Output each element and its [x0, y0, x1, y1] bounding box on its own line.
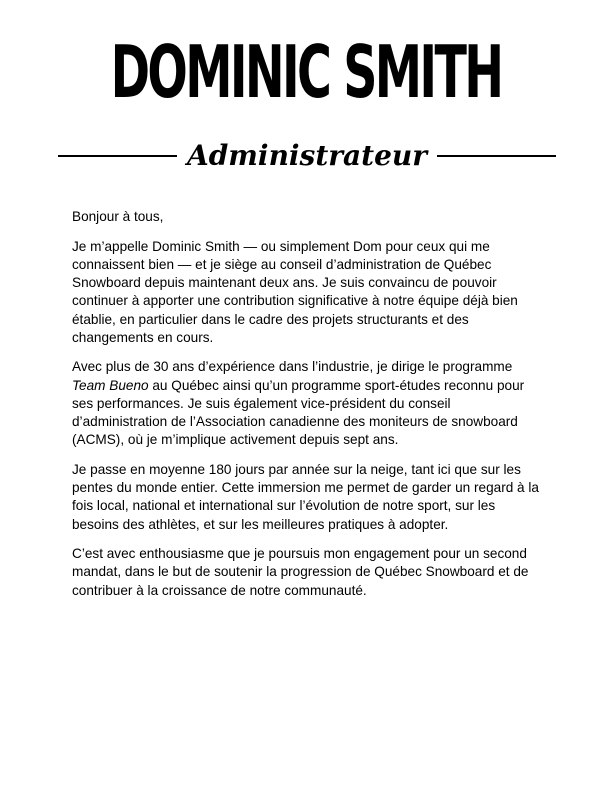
paragraph-experience — [72, 358, 542, 449]
paragraph-snow-days: Je passe en moyenne 180 jours par année sur la neige, tant ici que sur les pentes du monde entier. Cette immersion me permet de garder un regard à la fois local, national et international sur l’évolution de notre sport, sur les besoins des athlètes, et sur les meilleures pratiques à adopter. — [72, 461, 539, 532]
greeting: Bonjour à tous, — [72, 209, 164, 224]
role-heading-row — [58, 134, 556, 178]
role-title: Administrateur — [187, 139, 428, 172]
left-divider — [58, 155, 177, 157]
paragraph-experience-part-2: au Québec ainsi qu’un programme sport-études reconnu pour ses performances. Je suis également vice-président du conseil d’administration de l’Association canadienne des moniteurs de snowboard (ACMS), où je m’implique activement depuis sept ans. — [72, 377, 525, 448]
right-divider — [437, 155, 556, 157]
paragraph-experience-part-1: Avec plus de 30 ans d’expérience dans l’industrie, je dirige le programme — [72, 359, 513, 375]
candidate-name: DOMINIC SMITH — [110, 30, 502, 114]
letter-body — [72, 208, 542, 611]
paragraph-closing: C’est avec enthousiasme que je poursuis mon engagement pour un second mandat, dans le but de soutenir la progression de Québec Snowboard et de contribuer à la croissance de notre communauté. — [72, 546, 529, 598]
paragraph-intro: Je m’appelle Dominic Smith — ou simplement Dom pour ceux qui me connaissent bien — et je siège au conseil d’administration de Québec Snowboard depuis maintenant deux ans. Je suis convaincu de pouvoir continuer à apporter une contribution significative à notre équipe déjà bien établie, en particulier dans le cadre des projets structurants et des changements en cours. — [72, 238, 518, 345]
team-bueno-program-name: Team Bueno — [72, 377, 149, 393]
